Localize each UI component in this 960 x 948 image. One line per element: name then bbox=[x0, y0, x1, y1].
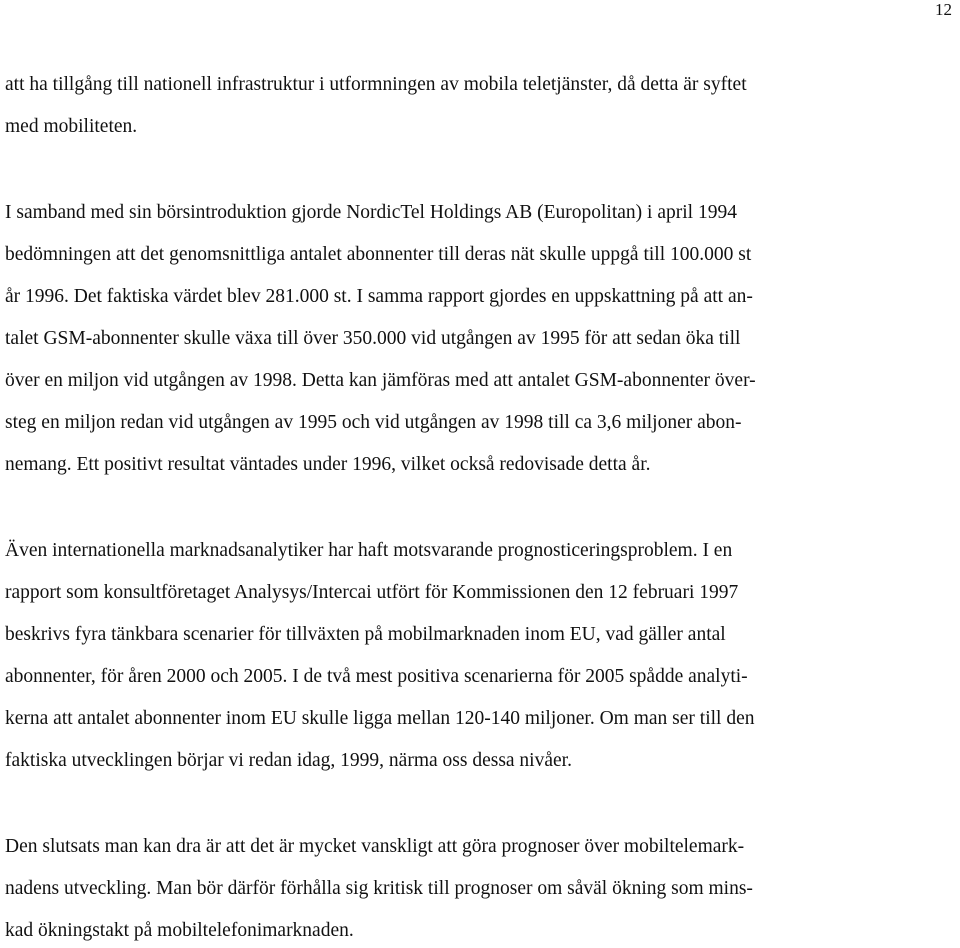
text-line: med mobiliteten. bbox=[5, 116, 138, 137]
text-line: talet GSM-abonnenter skulle växa till över 350.000 vid utgången av 1995 för att sedan öka till bbox=[5, 328, 741, 349]
text-line: nemang. Ett positivt resultat väntades under 1996, vilket också redovisade detta år. bbox=[5, 454, 651, 475]
text-line: över en miljon vid utgången av 1998. Detta kan jämföras med att antalet GSM-abonnenter över- bbox=[5, 370, 756, 391]
text-line: steg en miljon redan vid utgången av 1995 och vid utgången av 1998 till ca 3,6 miljoner abon- bbox=[5, 412, 742, 433]
text-line: Den slutsats man kan dra är att det är mycket vanskligt att göra prognoser över mobiltelemark- bbox=[5, 836, 745, 857]
text-line: bedömningen att det genomsnittliga antalet abonnenter till deras nät skulle uppgå till 100.000 st bbox=[5, 244, 752, 265]
text-line: kerna att antalet abonnenter inom EU skulle ligga mellan 120-140 miljoner. Om man ser till den bbox=[5, 708, 755, 729]
text-line: nadens utveckling. Man bör därför förhålla sig kritisk till prognoser om såväl ökning som mins- bbox=[5, 878, 753, 899]
text-line: beskrivs fyra tänkbara scenarier för tillväxten på mobilmarknaden inom EU, vad gäller antal bbox=[5, 624, 726, 645]
text-line: rapport som konsultföretaget Analysys/Intercai utfört för Kommissionen den 12 februari 1997 bbox=[5, 582, 739, 603]
text-line: kad ökningstakt på mobiltelefonimarknaden. bbox=[5, 920, 354, 941]
text-line: I samband med sin börsintroduktion gjorde NordicTel Holdings AB (Europolitan) i april 1994 bbox=[5, 202, 737, 223]
page-number: 12 bbox=[935, 0, 952, 19]
text-line: år 1996. Det faktiska värdet blev 281.000 st. I samma rapport gjordes en uppskattning på att an- bbox=[5, 286, 753, 307]
text-line: att ha tillgång till nationell infrastruktur i utformningen av mobila teletjänster, då detta är syftet bbox=[5, 74, 747, 95]
text-line: abonnenter, för åren 2000 och 2005. I de två mest positiva scenarierna för 2005 spådde analyti- bbox=[5, 666, 748, 687]
text-line: Även internationella marknadsanalytiker har haft motsvarande prognosticeringsproblem. I en bbox=[5, 540, 733, 561]
text-line: faktiska utvecklingen börjar vi redan idag, 1999, närma oss dessa nivåer. bbox=[5, 750, 572, 771]
